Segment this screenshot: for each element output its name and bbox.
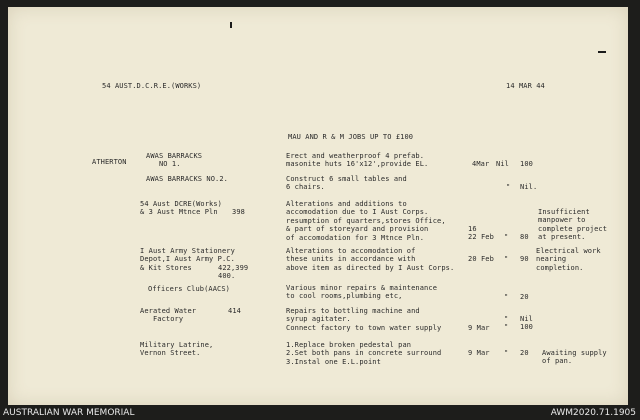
row-date: 4Mar <box>472 160 490 168</box>
document-title: MAU AND R & M JOBS UP TO £100 <box>288 133 414 141</box>
unit-heading: 54 AUST.D.C.R.E.(WORKS) <box>102 82 202 90</box>
row-description: Construct 6 small tables and 6 chairs. <box>286 175 407 192</box>
row-amount: 100 <box>520 160 533 168</box>
punch-mark <box>230 22 232 28</box>
row-date: 9 Mar <box>468 349 490 357</box>
row-status: " <box>504 293 509 301</box>
row-description: Various minor repairs & maintenance to cool rooms,plumbing etc, <box>286 284 438 301</box>
row-status: " <box>504 349 509 357</box>
row-item: Military Latrine, Vernon Street. <box>140 341 214 358</box>
row-ref: 422,399 400. <box>218 264 249 281</box>
row-description: Repairs to bottling machine and syrup agitater. Connect factory to town water supply <box>286 307 442 332</box>
row-description: 1.Replace broken pedestal pan 2.Set both pans in concrete surround 3.Instal one E.L.point <box>286 341 442 366</box>
row-date: 20 Feb <box>468 255 494 263</box>
row-amount: 20 <box>520 293 529 301</box>
row-date: 16 22 Feb <box>468 225 494 242</box>
row-item: I Aust Army Stationery Depot,I Aust Army P.C. & Kit Stores <box>140 247 235 272</box>
row-amount: 90 <box>520 255 529 263</box>
row-amount: Nil. <box>520 183 538 191</box>
row-date: " <box>506 183 511 191</box>
row-item: AWAS BARRACKS NO 1. <box>146 152 203 169</box>
row-ref: 414 <box>228 307 241 315</box>
row-remarks: Insufficient manpower to complete project at present. <box>538 208 608 242</box>
row-amount: 80 <box>520 233 529 241</box>
row-item: AWAS BARRACKS NO.2. <box>146 175 228 183</box>
row-description: Erect and weatherproof 4 prefab. masonite huts 16'x12',provide EL. <box>286 152 429 169</box>
row-ref: 398 <box>232 208 245 216</box>
row-item: Aerated Water Factory <box>140 307 197 324</box>
row-amount: 20 <box>520 349 529 357</box>
row-remarks: Awaiting supply of pan. <box>542 349 607 366</box>
archive-reference: AWM2020.71.1905 <box>550 408 636 418</box>
archive-caption: AUSTRALIAN WAR MEMORIAL <box>3 408 135 418</box>
row-status: " <box>504 233 509 241</box>
row-status: " " <box>504 315 509 332</box>
row-item: Officers Club(AACS) <box>148 285 230 293</box>
row-remarks: Electrical work nearing completion. <box>536 247 601 272</box>
location-label: ATHERTON <box>92 158 127 166</box>
document-date: 14 MAR 44 <box>506 82 545 90</box>
row-amount: Nil 100 <box>520 315 533 332</box>
document-page <box>8 7 628 405</box>
row-status: Nil <box>496 160 509 168</box>
punch-mark <box>598 51 606 53</box>
row-date: 9 Mar <box>468 323 490 332</box>
row-description: Alterations to accomodation of these units in accordance with above item as directed by I Aust Corps. <box>286 247 455 272</box>
row-status: " <box>504 255 509 263</box>
row-item: 54 Aust DCRE(Works) & 3 Aust Mtnce Pln <box>140 200 222 217</box>
row-description: Alterations and additions to accomodation due to I Aust Corps. resumption of quarters,stores Office, & part of storeyard and provision of accomodation for 3 Mtnce Pln. <box>286 200 446 242</box>
